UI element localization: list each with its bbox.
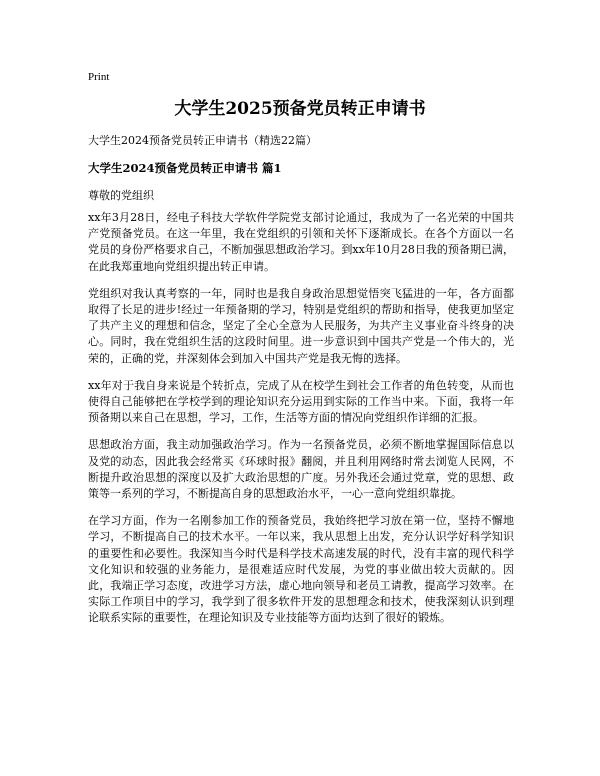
print-link[interactable]: Print	[88, 71, 110, 83]
paragraph: 在学习方面，作为一名刚参加工作的预备党员，我始终把学习放在第一位，坚持不懈地学习，不断提高自己的技术水平。一年以来，我从思想上出发，充分认识学好科学知识的重要性和必要性。我深知当今时代是科学技术高速发展的时代，没有丰富的现代科学文化知识和较强的业务能力，是很难适应时代发展，为党的事业做出较大贡献的。因此，我端正学习态度，改进学习方法，虚心地向领导和老员工请教，提高学习效率。在实际工作项目中的学习，我学到了很多软件开发的思想理念和技术，使我深刻认识到理论联系实际的重要性，在理论知识及专业技能等方面均达到了很好的锻炼。	[88, 514, 514, 625]
paragraph: xx年3月28日，经电子科技大学软件学院党支部讨论通过，我成为了一名光荣的中国共产党预备党员。在这一年里，我在党组织的引领和关怀下逐渐成长。在各个方面以一名党员的身份严格要求自己，不断加强思想政治学习。到xx年10月28日我的预备期已满，在此我郑重地向党组织提出转正申请。	[88, 211, 514, 273]
document-subtitle: 大学生2024预备党员转正申请书（精选22篇）	[88, 134, 317, 147]
salutation: 尊敬的党组织	[88, 189, 154, 202]
paragraph: 思想政治方面，我主动加强政治学习。作为一名预备党员，必须不断地掌握国际信息以及党的动态，因此我会经常买《环球时报》翻阅，并且利用网络时常去浏览人民网，不断提升政治思想的深度以及扩大政治思想的广度。另外我还会通过党章，党的思想、政策等一系列的学习，不断提高自身的思想政治水平，一心一意向党组织靠拢。	[88, 438, 514, 501]
paragraph: 党组织对我认真考察的一年，同时也是我自身政治思想觉悟突飞猛进的一年，各方面都取得了长足的进步!经过一年预备期的学习，特别是党组织的帮助和指导，使我更加坚定了共产主义的理想和信念，坚定了全心全意为人民服务，为共产主义事业奋斗终身的决心。同时，我在党组织生活的这段时间里。进一步意识到中国共产党是一个伟大的，光荣的，正确的党，并深刻体会到加入中国共产党是我无悔的选择。	[88, 286, 514, 365]
document-body	[88, 210, 514, 638]
section-heading: 大学生2024预备党员转正申请书 篇1	[88, 161, 282, 175]
paragraph: xx年对于我自身来说是个转折点，完成了从在校学生到社会工作者的角色转变，从而也使得自己能够把在学校学到的理论知识充分运用到实际的工作当中来。下面，我将一年预备期以来自己在思想，学习，工作，生活等方面的情况向党组织作详细的汇报。	[88, 378, 514, 425]
page-title: 大学生2025预备党员转正申请书	[174, 99, 426, 119]
